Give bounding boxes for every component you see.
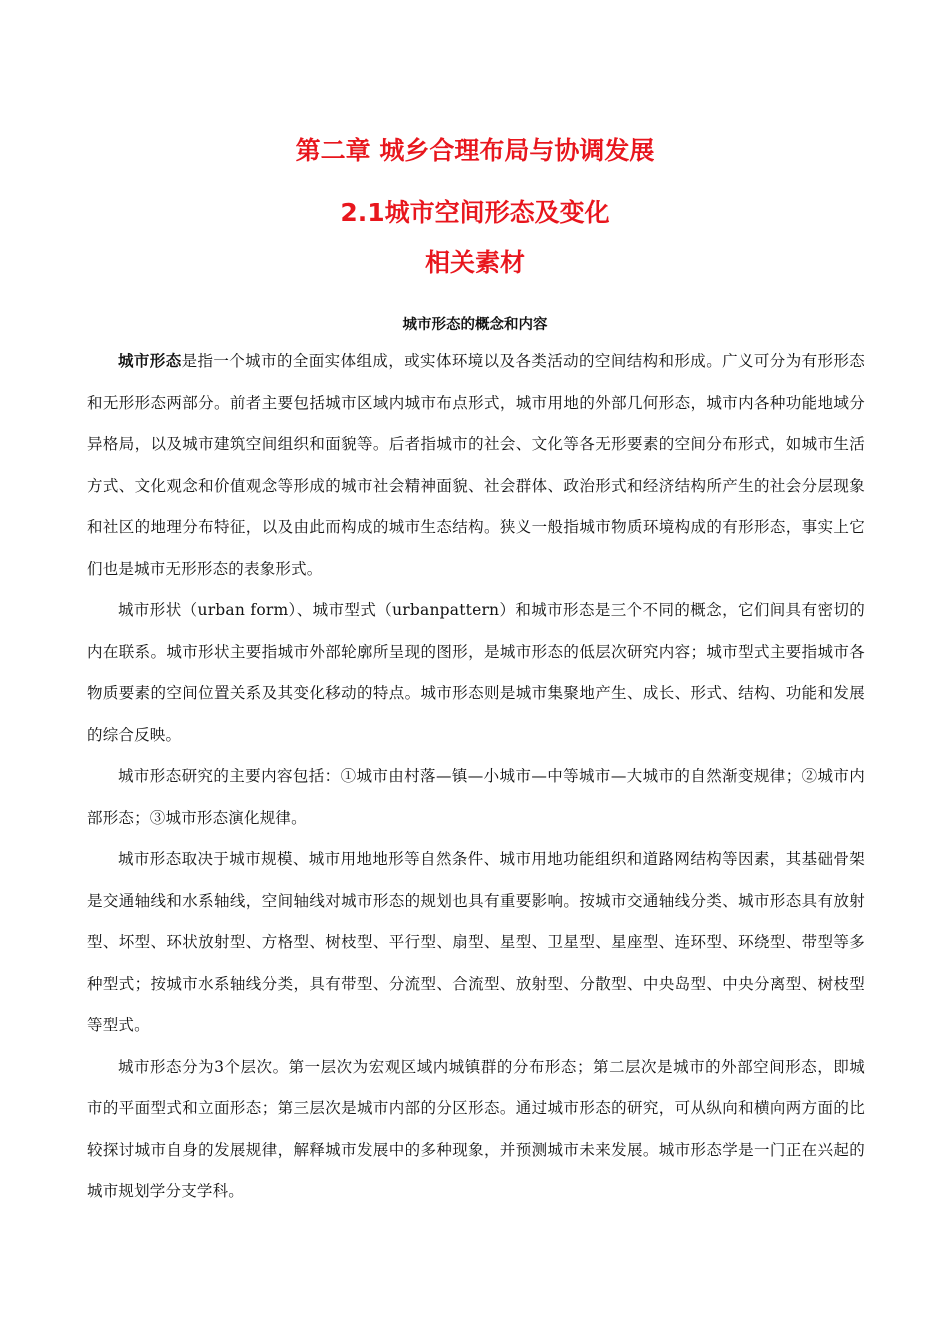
paragraph-4: 城市形态取决于城市规模、城市用地地形等自然条件、城市用地功能组织和道路网结构等因素，其基础骨架是交通轴线和水系轴线，空间轴线对城市形态的规划也具有重要影响。按城市交通轴线分类、城市形态具有放射型、坏型、环状放射型、方格型、树枝型、平行型、扇型、星型、卫星型、星座型、连环型、环绕型、带型等多种型式；按城市水系轴线分类，具有带型、分流型、合流型、放射型、分散型、中央岛型、中央分离型、树枝型等型式。 (87, 850, 865, 1034)
paragraph-1-text: 是指一个城市的全面实体组成，或实体环境以及各类活动的空间结构和形成。广义可分为有形形态和无形形态两部分。前者主要包括城市区域内城市布点形式，城市用地的外部几何形态，城市内各种功能地域分异格局，以及城市建筑空间组织和面貌等。后者指城市的社会、文化等各无形要素的空间分布形式，如城市生活方式、文化观念和价值观念等形成的城市社会精神面貌、社会群体、政治形式和经济结构所产生的社会分层现象和社区的地理分布特征，以及由此而构成的城市生态结构。狭义一般指城市物质环境构成的有形形态，事实上它们也是城市无形形态的表象形式。 (87, 352, 865, 578)
chapter-title: 第二章 城乡合理布局与协调发展 (295, 136, 655, 165)
paragraph-5: 城市形态分为3个层次。第一层次为宏观区域内城镇群的分布形态；第二层次是城市的外部空间形态，即城市的平面型式和立面形态；第三层次是城市内部的分区形态。通过城市形态的研究，可从纵向和横向两方面的比较探讨城市自身的发展规律，解释城市发展中的多种现象，并预测城市未来发展。城市形态学是一门正在兴起的城市规划学分支学科。 (87, 1057, 865, 1200)
paragraph-1 (87, 340, 865, 590)
paragraph-3: 城市形态研究的主要内容包括：①城市由村落—镇—小城市—中等城市—大城市的自然渐变规律；②城市内部形态；③城市形态演化规律。 (87, 767, 865, 827)
article-heading: 城市形态的概念和内容 (402, 317, 548, 333)
article-body (87, 340, 865, 1213)
paragraph-1-lead: 城市形态 (118, 351, 182, 370)
section-title: 2.1城市空间形态及变化 (340, 198, 610, 227)
subtitle: 相关素材 (424, 248, 525, 277)
paragraph-2: 城市形状（urban form）、城市型式（urbanpattern）和城市形态是三个不同的概念，它们间具有密切的内在联系。城市形状主要指城市外部轮廓所呈现的图形，是城市形态的低层次研究内容；城市型式主要指城市各物质要素的空间位置关系及其变化移动的特点。城市形态则是城市集聚地产生、成长、形式、结构、功能和发展的综合反映。 (87, 601, 865, 744)
